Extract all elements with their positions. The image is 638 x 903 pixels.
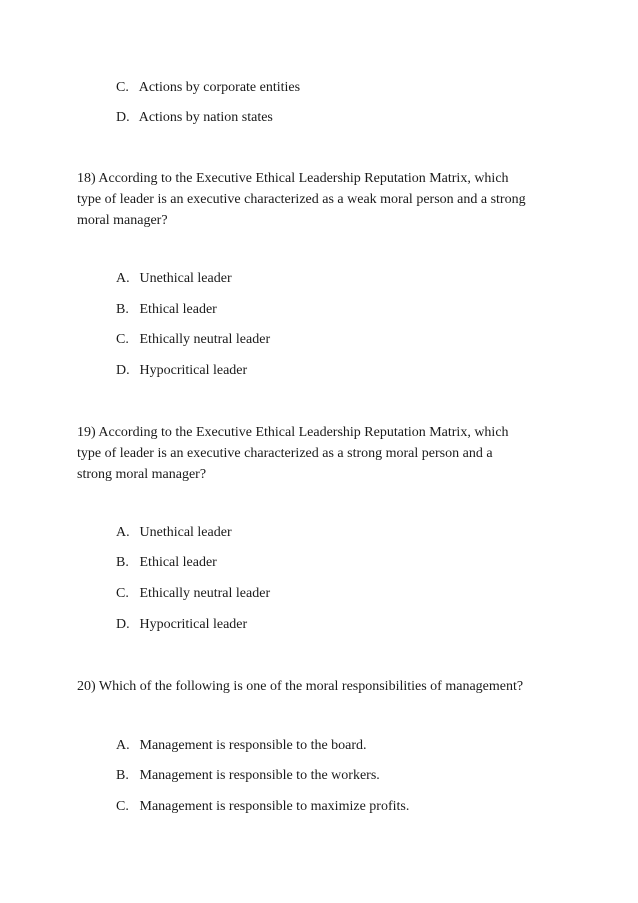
option-letter: A. [116,271,130,286]
option-text: Ethically neutral leader [139,332,271,347]
question-18-line-1: 18) According to the Executive Ethical Leadership Reputation Matrix, which [77,171,509,186]
option-letter: D. [116,363,130,378]
question-20-option-b [116,767,380,785]
option-text: Ethical leader [139,302,217,317]
question-19-line-1: 19) According to the Executive Ethical Leadership Reputation Matrix, which [77,425,509,440]
option-text: Hypocritical leader [139,363,248,378]
option-text: Ethical leader [139,555,217,570]
option-text: Unethical leader [139,525,232,540]
question-19-line-2: type of leader is an executive characterized as a strong moral person and a [77,446,493,461]
question-20-line-1: 20) Which of the following is one of the moral responsibilities of management? [77,679,524,694]
option-text: Actions by nation states [138,110,273,125]
option-text: Hypocritical leader [139,617,248,632]
option-letter: B. [116,555,129,570]
question-20-option-c [116,798,409,816]
question-18-option-b [116,301,217,319]
option-letter: D. [116,617,130,632]
question-20-option-a [116,737,367,755]
question-18-line-3: moral manager? [77,213,168,228]
option-letter: C. [116,799,129,814]
question-18-option-a [116,270,232,288]
question-19-option-d [116,616,247,634]
option-letter: A. [116,525,130,540]
option-letter: D. [116,110,130,125]
question-19-option-b [116,554,217,572]
option-letter: B. [116,768,129,783]
option-letter: B. [116,302,129,317]
option-text: Ethically neutral leader [139,586,271,601]
question-18-line-2: type of leader is an executive characterized as a weak moral person and a strong [77,192,526,207]
option-text: Unethical leader [139,271,232,286]
option-text: Management is responsible to the board. [139,738,367,753]
option-carryover-d [116,109,273,127]
question-19-option-c [116,585,270,603]
option-text: Management is responsible to maximize profits. [139,799,410,814]
option-letter: C. [116,586,129,601]
option-letter: A. [116,738,130,753]
question-18-option-d [116,362,247,380]
option-text: Management is responsible to the workers. [139,768,380,783]
option-letter: C. [116,332,129,347]
question-19-option-a [116,524,232,542]
option-carryover-c [116,79,300,97]
question-19-line-3: strong moral manager? [77,467,207,482]
option-letter: C. [116,80,129,95]
question-18-option-c [116,331,270,349]
option-text: Actions by corporate entities [138,80,301,95]
